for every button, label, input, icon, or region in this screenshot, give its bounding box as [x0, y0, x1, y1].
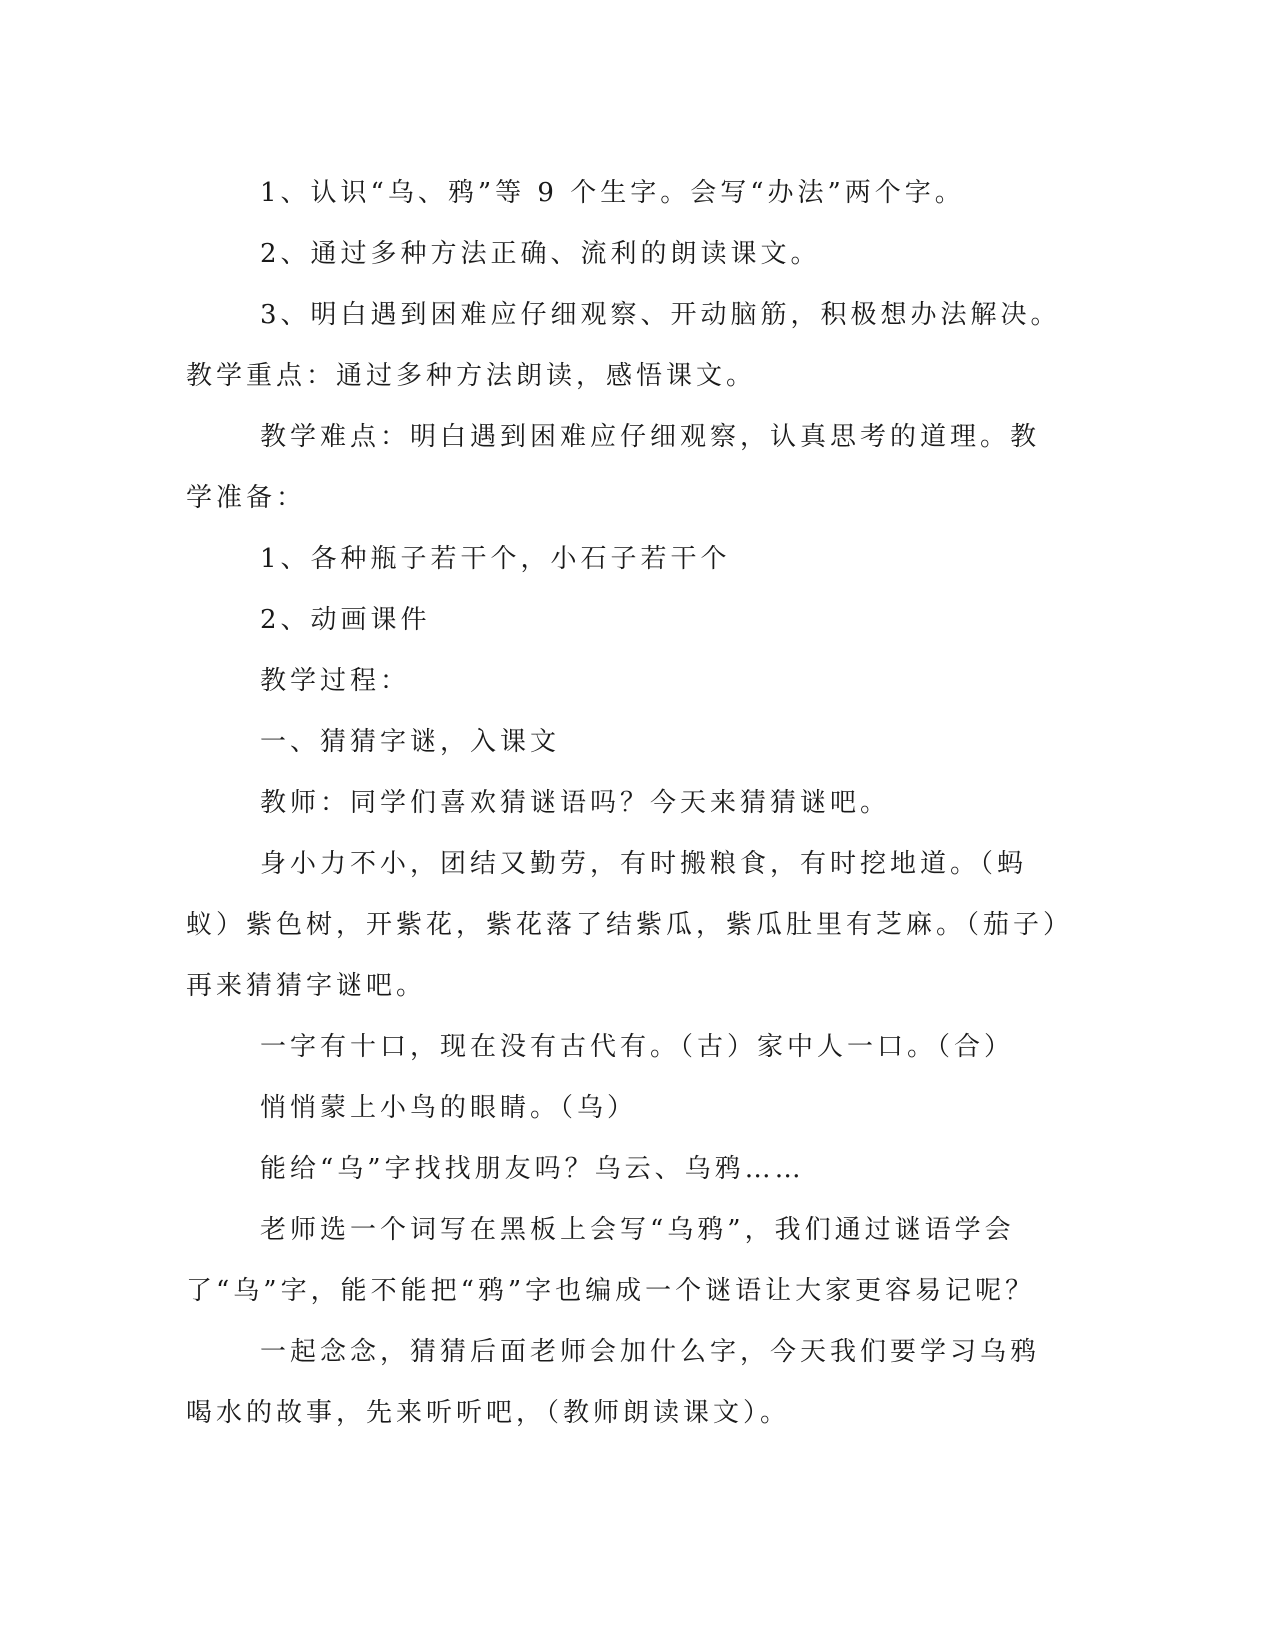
reading-paragraph: 一起念念，猜猜后面老师会加什么字，今天我们要学习乌鸦喝水的故事，先来听听吧，（教师朗读课文）。: [186, 1337, 1041, 1428]
objective-3-and-key-point: 3、明白遇到困难应仔细观察、开动脑筋，积极想办法解决。教学重点：通过多种方法朗读，感悟课文。: [186, 300, 1061, 391]
teacher-intro: 教师：同学们喜欢猜谜语吗？今天来猜猜谜吧。: [260, 788, 891, 818]
preparation-item-1: 1、各种瓶子若干个，小石子若干个: [260, 544, 731, 574]
objective-1: 1、认识“乌、鸦”等 9 个生字。会写“办法”两个字。: [260, 178, 965, 208]
process-heading: 教学过程：: [260, 666, 411, 696]
objective-2: 2、通过多种方法正确、流利的朗读课文。: [260, 239, 821, 269]
section-1-heading: 一、猜猜字谜，入课文: [260, 727, 561, 757]
difficulty-and-preparation: 教学难点：明白遇到困难应仔细观察，认真思考的道理。教学准备：: [186, 422, 1041, 513]
riddle-wu: 悄悄蒙上小鸟的眼睛。（乌）: [260, 1093, 638, 1123]
document-body: [186, 163, 1066, 1444]
blackboard-paragraph: 老师选一个词写在黑板上会写“乌鸦”，我们通过谜语学会了“乌”字，能不能把“鸦”字也编成一个谜语让大家更容易记呢？: [186, 1215, 1036, 1306]
preparation-item-2: 2、动画课件: [260, 605, 431, 635]
character-riddles: 一字有十口，现在没有古代有。（古）家中人一口。（合）: [260, 1032, 1015, 1062]
riddles-paragraph: 身小力不小，团结又勤劳，有时搬粮食，有时挖地道。（蚂蚁）紫色树，开紫花，紫花落了结紫瓜，紫瓜肚里有芝麻。（茄子）再来猜猜字谜吧。: [186, 849, 1061, 1001]
word-friends: 能给“乌”字找找朋友吗？乌云、乌鸦……: [260, 1154, 805, 1184]
